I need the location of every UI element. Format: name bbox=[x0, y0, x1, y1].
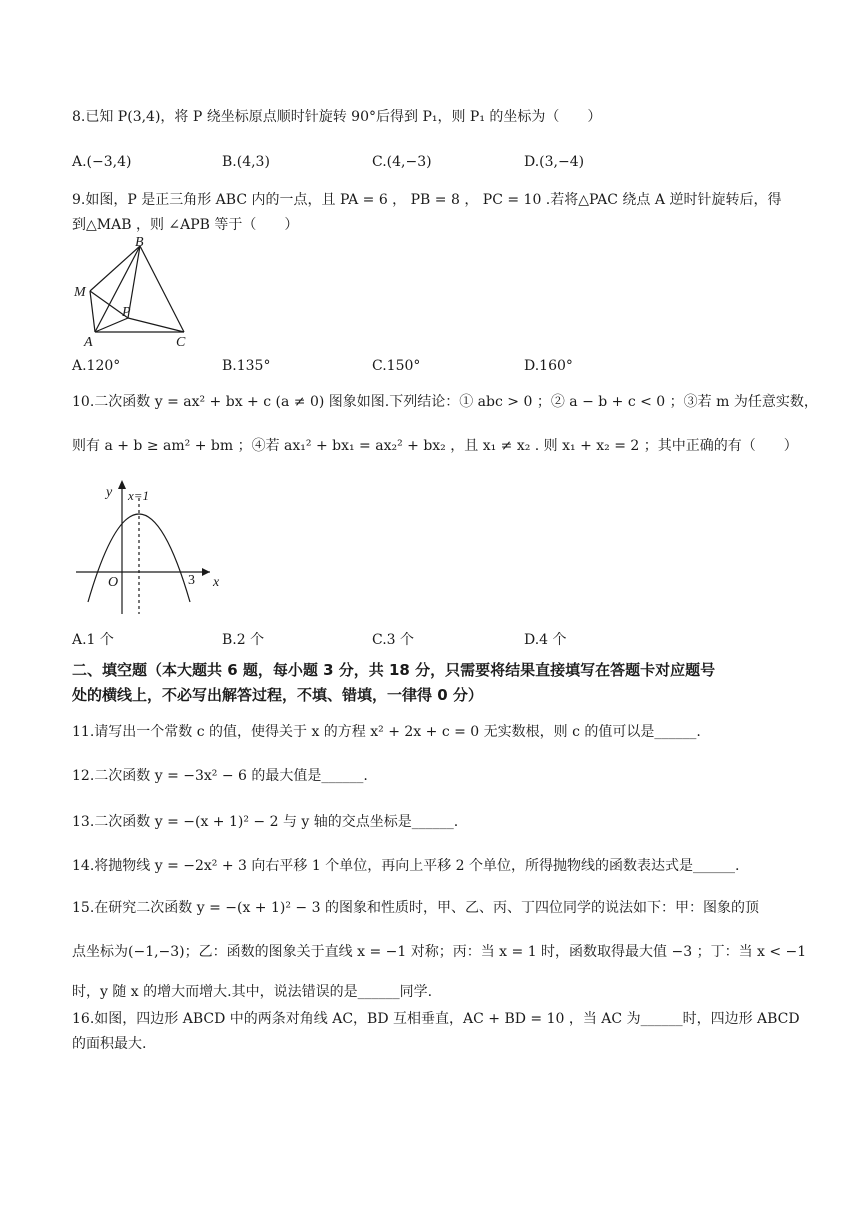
q9-stem-line2: 到△MAB ，则 ∠APB 等于（ ） bbox=[72, 217, 299, 233]
q12-text: 12.二次函数 y = −3x² − 6 的最大值是______. bbox=[72, 768, 368, 784]
y-axis-label: y bbox=[106, 485, 113, 500]
q8-option-a: A.(−3,4) bbox=[72, 154, 132, 170]
segment-mb bbox=[90, 246, 140, 291]
symmetry-axis-label: x=1 bbox=[128, 488, 150, 503]
q9-option-d: D.160° bbox=[524, 358, 573, 374]
q10-parabola-graph bbox=[70, 478, 230, 618]
q16-line2: 的面积最大. bbox=[72, 1036, 147, 1052]
q10-option-b: B.2 个 bbox=[222, 632, 265, 648]
q14-text: 14.将抛物线 y = −2x² + 3 向右平移 1 个单位，再向上平移 2 个单位，所得抛物线的函数表达式是______. bbox=[72, 858, 740, 874]
q9-option-b: B.135° bbox=[222, 358, 271, 374]
section2-heading-line2: 处的横线上，不必写出解答过程，不填、错填，一律得 0 分） bbox=[72, 686, 483, 704]
q8-stem: 8.已知 P(3,4)，将 P 绕坐标原点顺时针旋转 90°后得到 P₁，则 P₁ 的坐标为（ ） bbox=[72, 109, 602, 125]
root-label: 3 bbox=[188, 573, 195, 588]
q8-option-d: D.(3,−4) bbox=[524, 154, 585, 170]
q9-stem-line1: 9.如图，P 是正三角形 ABC 内的一点，且 PA = 6 ， PB = 8 ， PC = 10 .若将△PAC 绕点 A 逆时针旋转后，得 bbox=[72, 192, 782, 208]
segment-pa bbox=[95, 318, 128, 332]
q15-line1: 15.在研究二次函数 y = −(x + 1)² − 3 的图象和性质时，甲、乙、丙、丁四位同学的说法如下：甲：图象的顶 bbox=[72, 900, 759, 916]
segment-bc bbox=[140, 246, 184, 332]
q13-text: 13.二次函数 y = −(x + 1)² − 2 与 y 轴的交点坐标是______. bbox=[72, 814, 459, 830]
q9-option-a: A.120° bbox=[72, 358, 121, 374]
q16-line1: 16.如图，四边形 ABCD 中的两条对角线 AC，BD 互相垂直，AC + BD = 10 ，当 AC 为______时，四边形 ABCD bbox=[72, 1011, 800, 1027]
x-axis-arrow bbox=[202, 568, 210, 576]
x-axis-label: x bbox=[213, 575, 220, 590]
label-c: C bbox=[176, 335, 186, 350]
origin-label: O bbox=[108, 575, 119, 590]
section2-heading-line1: 二、填空题（本大题共 6 题，每小题 3 分，共 18 分，只需要将结果直接填写在答题卡对应题号 bbox=[72, 661, 716, 679]
q8-option-b: B.(4,3) bbox=[222, 154, 270, 170]
q10-stem-line2: 则有 a + b ≥ am² + bm ；④若 ax₁² + bx₁ = ax₂² + bx₂ ，且 x₁ ≠ x₂ . 则 x₁ + x₂ = 2 ；其中正确的有（ ） bbox=[72, 438, 798, 454]
segment-pc bbox=[128, 318, 184, 332]
segment-am bbox=[90, 291, 95, 332]
label-a: A bbox=[84, 335, 93, 350]
q10-option-c: C.3 个 bbox=[372, 632, 415, 648]
q8-option-c: C.(4,−3) bbox=[372, 154, 432, 170]
q15-line3: 时，y 随 x 的增大而增大.其中，说法错误的是______同学. bbox=[72, 984, 433, 1000]
q9-triangle-figure bbox=[70, 234, 200, 350]
q9-option-c: C.150° bbox=[372, 358, 421, 374]
label-b: B bbox=[135, 235, 144, 250]
q10-option-d: D.4 个 bbox=[524, 632, 567, 648]
y-axis-arrow bbox=[118, 480, 126, 489]
q11-text: 11.请写出一个常数 c 的值，使得关于 x 的方程 x² + 2x + c = 0 无实数根，则 c 的值可以是______. bbox=[72, 724, 701, 740]
label-p: P bbox=[122, 305, 131, 320]
label-m: M bbox=[74, 285, 86, 300]
q10-option-a: A.1 个 bbox=[72, 632, 114, 648]
q10-stem-line1: 10.二次函数 y = ax² + bx + c (a ≠ 0) 图象如图.下列结论：① abc > 0 ；② a − b + c < 0 ；③若 m 为任意实数， bbox=[72, 394, 818, 410]
q15-line2: 点坐标为(−1,−3)；乙：函数的图象关于直线 x = −1 对称；丙：当 x = 1 时，函数取得最大值 −3 ；丁：当 x < −1 bbox=[72, 944, 807, 960]
